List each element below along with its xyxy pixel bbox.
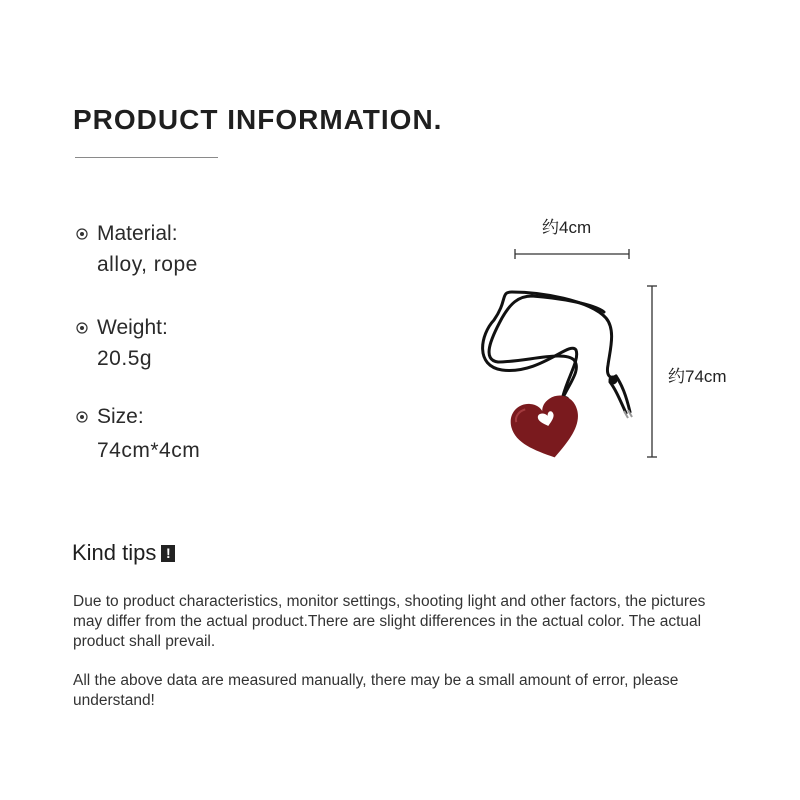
kind-tips-title: [72, 540, 175, 566]
exclamation-icon: !: [161, 545, 175, 562]
spec-value: 20.5g: [97, 347, 153, 370]
target-bullet-icon: [76, 228, 88, 240]
title-divider: [75, 157, 218, 158]
spec-label: Weight:: [97, 316, 168, 339]
spec-value: alloy, rope: [97, 253, 198, 276]
spec-value: 74cm*4cm: [97, 439, 201, 462]
kind-tips-paragraph-1: Due to product characteristics, monitor settings, shooting light and other factors, the pictures may differ from the actual product.There are slight differences in the actual color. The actual product shall prevail.: [73, 593, 706, 650]
heart-pendant: [507, 392, 588, 467]
target-bullet-icon: [76, 322, 88, 334]
spec-label: Size:: [97, 405, 144, 428]
target-bullet-icon: [76, 411, 88, 423]
length-dimension-line: [647, 286, 657, 457]
page-title: PRODUCT INFORMATION.: [73, 104, 443, 135]
kind-tips-paragraph-2: All the above data are measured manually, there may be a small amount of error, please understand!: [73, 672, 679, 709]
spec-label: Material:: [97, 222, 178, 245]
product-figure: [470, 200, 750, 480]
necklace-image: [470, 200, 750, 480]
spec-material: [76, 218, 198, 280]
width-dimension-label: 约4cm: [542, 218, 592, 237]
spec-weight: [76, 312, 168, 374]
width-dimension-line: [515, 249, 629, 259]
rope: [483, 292, 630, 413]
spec-size: [76, 401, 200, 466]
length-dimension-label: 约74cm: [668, 367, 727, 386]
kind-tips-label: Kind tips: [72, 540, 157, 565]
